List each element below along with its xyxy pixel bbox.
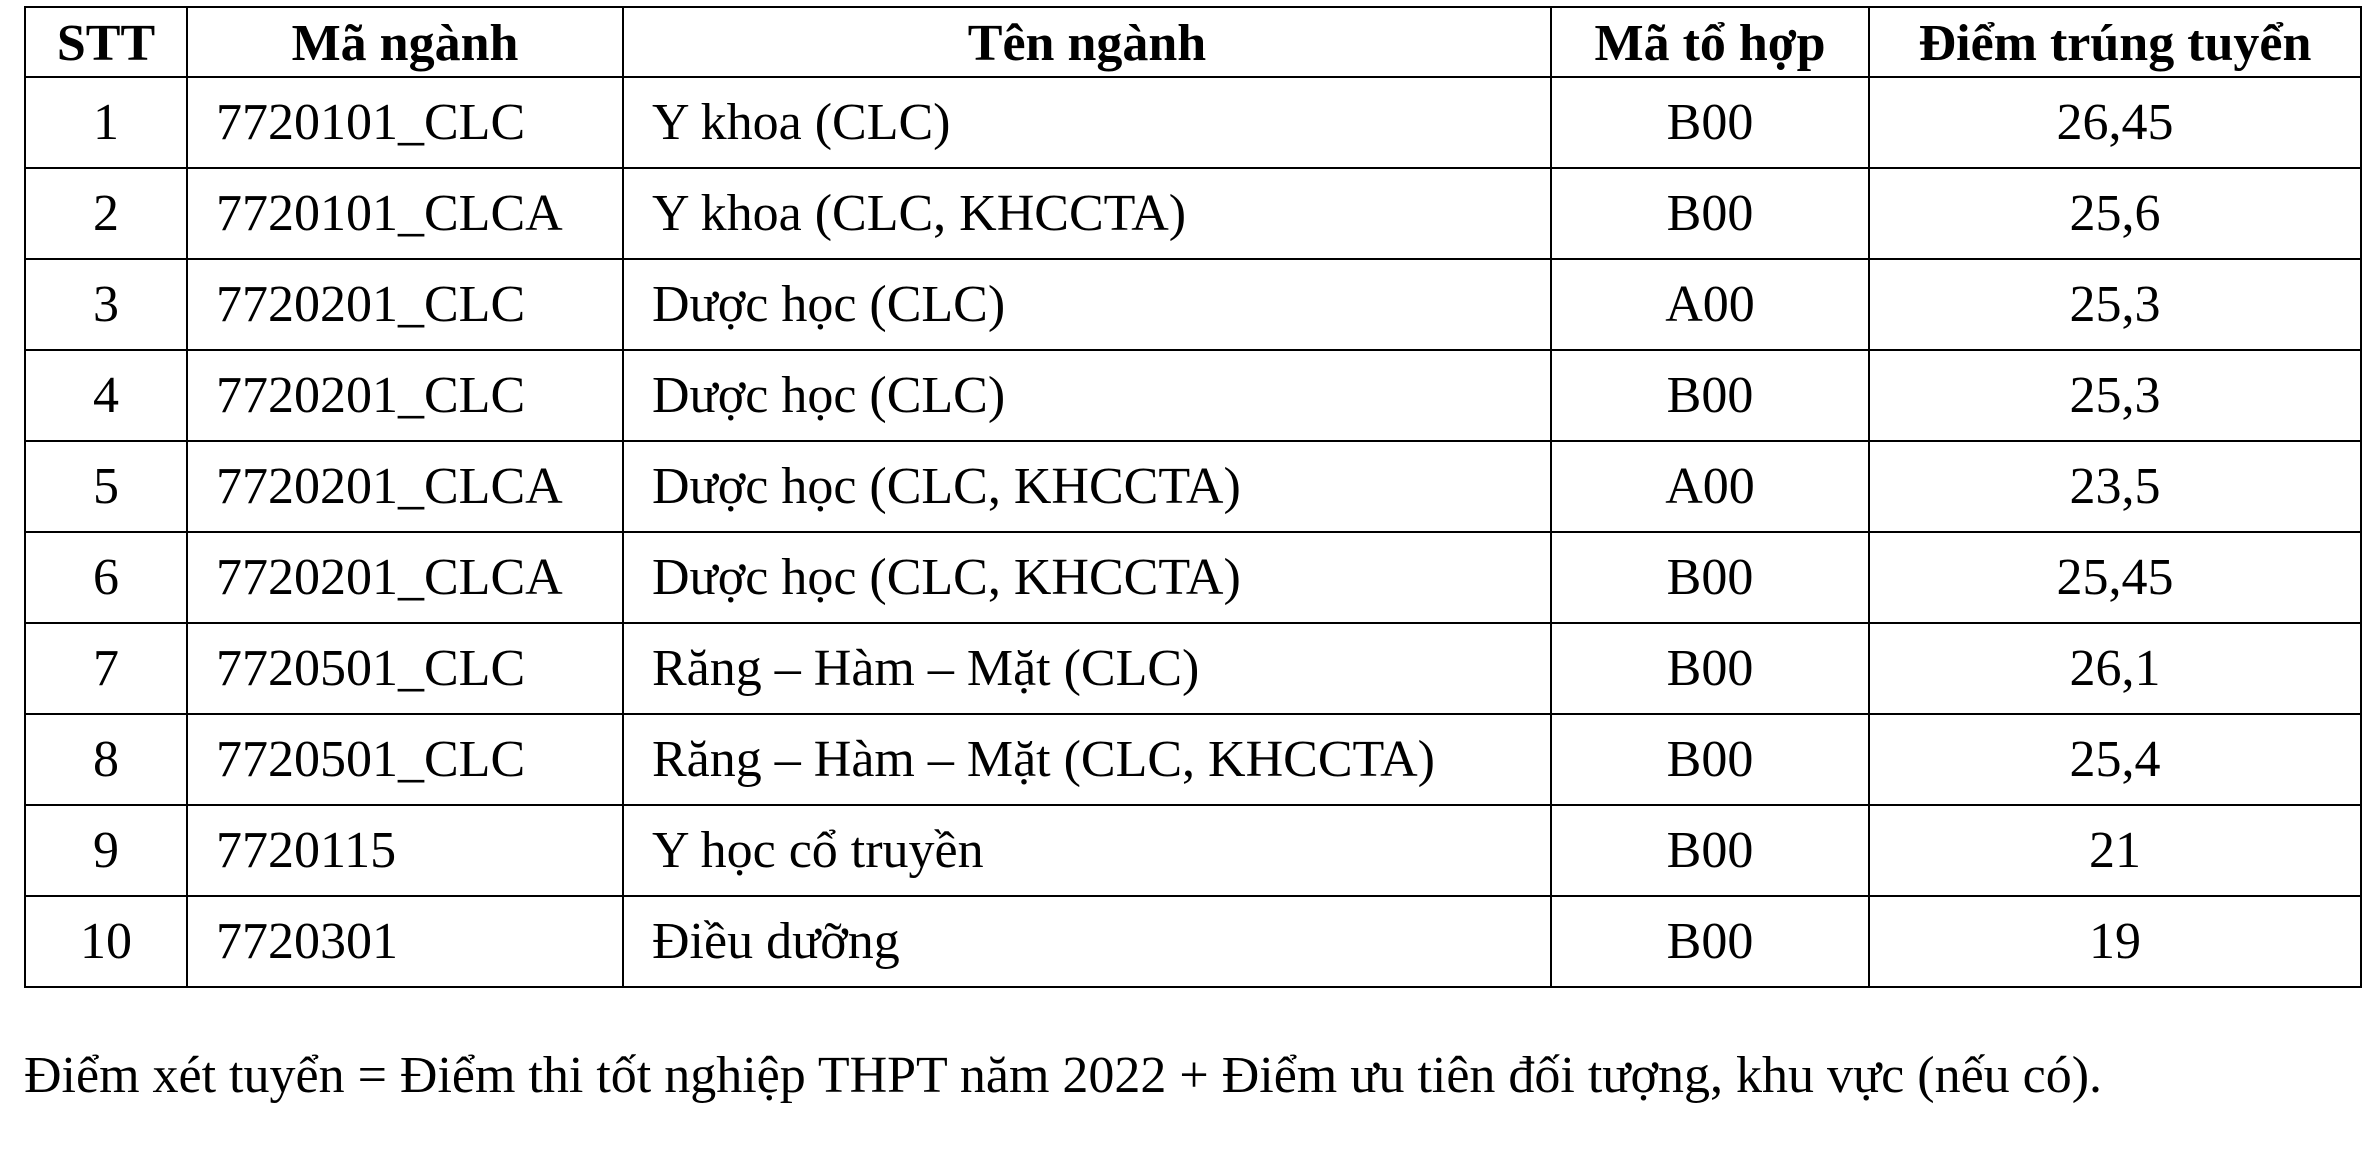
cell-ma-nganh: 7720301 <box>187 896 623 987</box>
cell-stt: 8 <box>25 714 187 805</box>
cell-ma-nganh: 7720501_CLC <box>187 623 623 714</box>
table-row <box>25 259 2361 350</box>
cell-ma-to-hop: B00 <box>1551 532 1869 623</box>
table-row <box>25 714 2361 805</box>
cell-stt: 2 <box>25 168 187 259</box>
cell-stt: 9 <box>25 805 187 896</box>
cell-diem-trung-tuyen: 21 <box>1869 805 2361 896</box>
cell-ma-to-hop: A00 <box>1551 259 1869 350</box>
cell-ma-to-hop: B00 <box>1551 896 1869 987</box>
cell-diem-trung-tuyen: 25,3 <box>1869 259 2361 350</box>
table-row <box>25 896 2361 987</box>
cell-stt: 7 <box>25 623 187 714</box>
cell-ten-nganh: Dược học (CLC) <box>623 259 1551 350</box>
cell-diem-trung-tuyen: 25,3 <box>1869 350 2361 441</box>
cell-ma-nganh: 7720201_CLC <box>187 259 623 350</box>
cell-ma-to-hop: B00 <box>1551 805 1869 896</box>
cell-ma-to-hop: B00 <box>1551 77 1869 168</box>
table-row <box>25 623 2361 714</box>
cell-diem-trung-tuyen: 25,6 <box>1869 168 2361 259</box>
footnote: Điểm xét tuyển = Điểm thi tốt nghiệp THPT năm 2022 + Điểm ưu tiên đối tượng, khu vực (nếu có). <box>24 1047 2103 1104</box>
cell-ma-nganh: 7720201_CLCA <box>187 532 623 623</box>
table-row <box>25 441 2361 532</box>
cell-ten-nganh: Điều dưỡng <box>623 896 1551 987</box>
cell-diem-trung-tuyen: 26,45 <box>1869 77 2361 168</box>
cell-ma-to-hop: B00 <box>1551 350 1869 441</box>
cell-stt: 3 <box>25 259 187 350</box>
admission-scores-table <box>24 6 2362 988</box>
table-row <box>25 77 2361 168</box>
cell-ten-nganh: Dược học (CLC, KHCCTA) <box>623 441 1551 532</box>
cell-ten-nganh: Y học cổ truyền <box>623 805 1551 896</box>
cell-diem-trung-tuyen: 23,5 <box>1869 441 2361 532</box>
cell-ten-nganh: Răng – Hàm – Mặt (CLC) <box>623 623 1551 714</box>
cell-diem-trung-tuyen: 25,4 <box>1869 714 2361 805</box>
table-row <box>25 532 2361 623</box>
table-row <box>25 350 2361 441</box>
header-diem-trung-tuyen: Điểm trúng tuyển <box>1869 7 2361 77</box>
table-row <box>25 168 2361 259</box>
cell-ma-nganh: 7720501_CLC <box>187 714 623 805</box>
header-ten-nganh: Tên ngành <box>623 7 1551 77</box>
cell-stt: 4 <box>25 350 187 441</box>
header-ma-to-hop: Mã tổ hợp <box>1551 7 1869 77</box>
cell-ten-nganh: Dược học (CLC) <box>623 350 1551 441</box>
cell-stt: 1 <box>25 77 187 168</box>
header-stt: STT <box>25 7 187 77</box>
cell-diem-trung-tuyen: 26,1 <box>1869 623 2361 714</box>
cell-ten-nganh: Y khoa (CLC) <box>623 77 1551 168</box>
cell-diem-trung-tuyen: 19 <box>1869 896 2361 987</box>
cell-ma-to-hop: B00 <box>1551 623 1869 714</box>
cell-diem-trung-tuyen: 25,45 <box>1869 532 2361 623</box>
cell-ma-to-hop: B00 <box>1551 168 1869 259</box>
cell-ten-nganh: Răng – Hàm – Mặt (CLC, KHCCTA) <box>623 714 1551 805</box>
table-header-row <box>25 7 2361 77</box>
header-ma-nganh: Mã ngành <box>187 7 623 77</box>
cell-stt: 5 <box>25 441 187 532</box>
cell-ma-nganh: 7720101_CLCA <box>187 168 623 259</box>
cell-stt: 10 <box>25 896 187 987</box>
cell-ma-to-hop: B00 <box>1551 714 1869 805</box>
cell-stt: 6 <box>25 532 187 623</box>
cell-ma-to-hop: A00 <box>1551 441 1869 532</box>
cell-ma-nganh: 7720201_CLCA <box>187 441 623 532</box>
table-row <box>25 805 2361 896</box>
cell-ma-nganh: 7720115 <box>187 805 623 896</box>
cell-ten-nganh: Y khoa (CLC, KHCCTA) <box>623 168 1551 259</box>
cell-ma-nganh: 7720201_CLC <box>187 350 623 441</box>
cell-ma-nganh: 7720101_CLC <box>187 77 623 168</box>
cell-ten-nganh: Dược học (CLC, KHCCTA) <box>623 532 1551 623</box>
